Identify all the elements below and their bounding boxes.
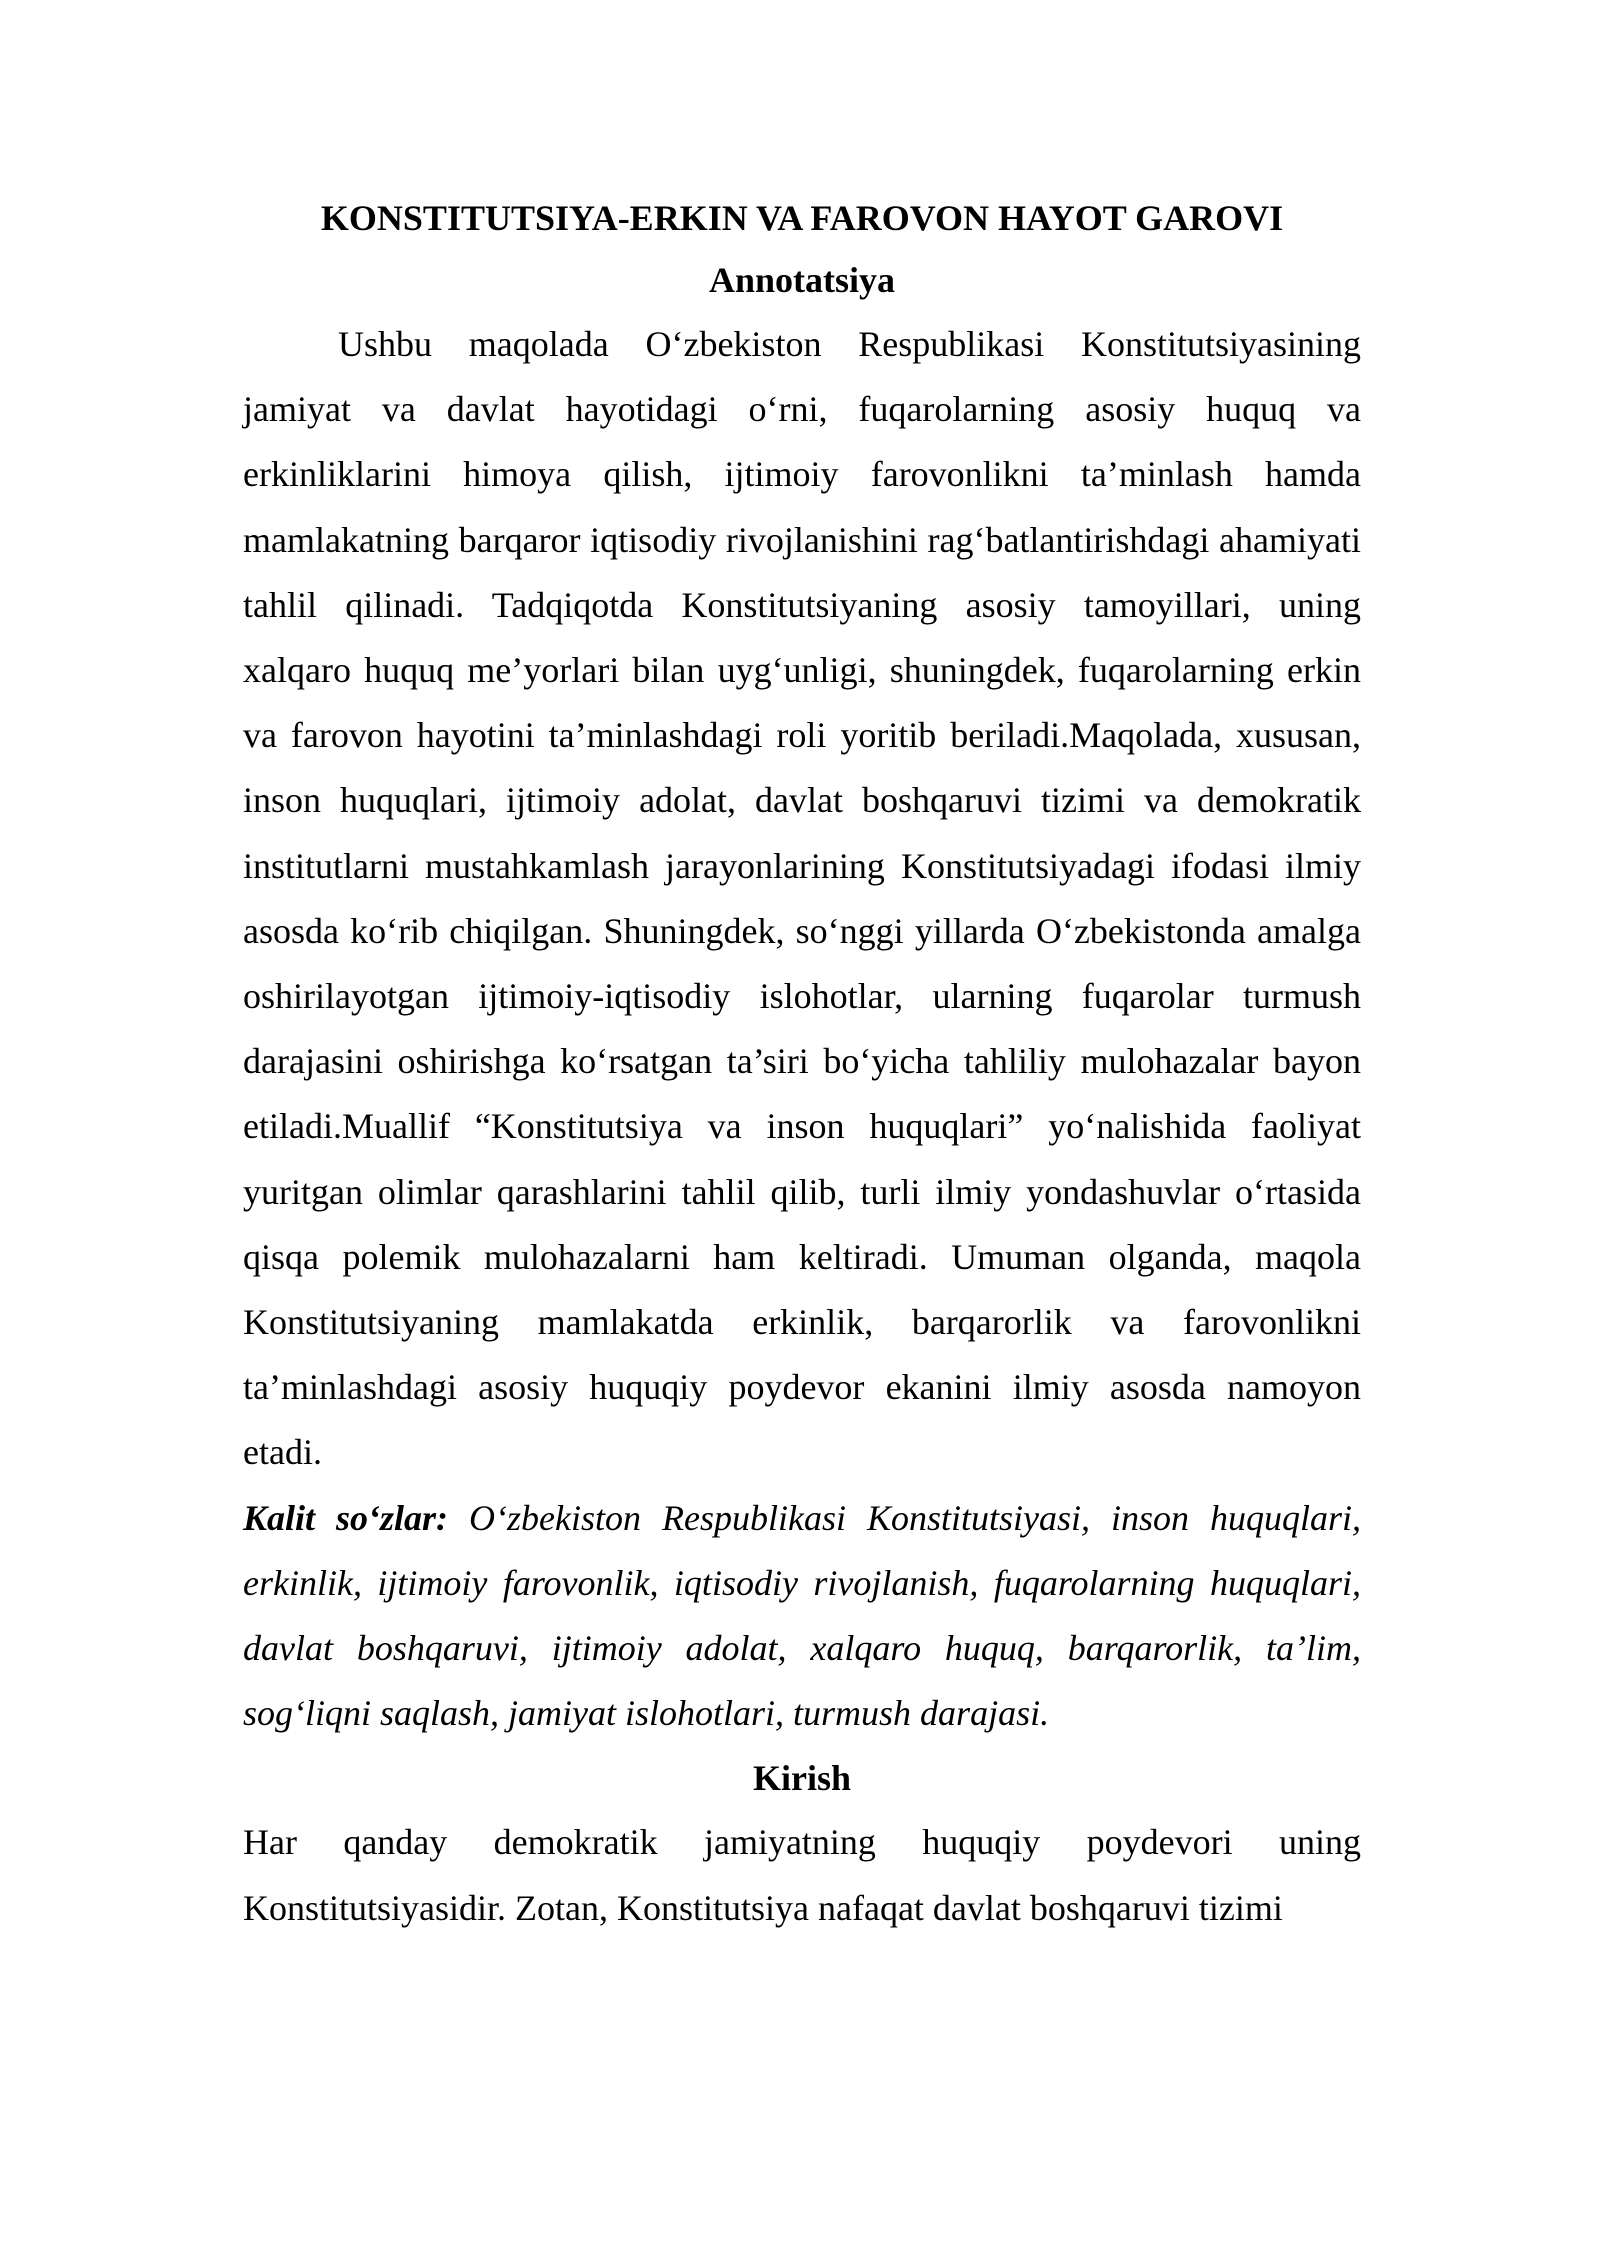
intro-paragraph: Har qanday demokratik jamiyatning huquqiy poydevori uning Konstitutsiyasidir. Zotan, Konstitutsiya nafaqat davlat boshqaruvi tizimi bbox=[243, 1822, 1361, 1928]
abstract-heading: Annotatsiya bbox=[708, 260, 896, 300]
document-body bbox=[243, 188, 1361, 1941]
abstract-paragraph: Ushbu maqolada O‘zbekiston Respublikasi Konstitutsiyasining jamiyat va davlat hayotidagi o‘rni, fuqarolarning asosiy huquq va erkinliklarini himoya qilish, ijtimoiy farovonlikni ta’minlash hamda mamlakatning barqaror iqtisodiy rivojlanishini rag‘batlantirishdagi ahamiyati tahlil qilinadi. Tadqiqotda Konstitutsiyaning asosiy tamoyillari, uning xalqaro huquq me’yorlari bilan uyg‘unligi, shuningdek, fuqarolarning erkin va farovon hayotini ta’minlashdagi roli yoritib beriladi.Maqolada, xususan, inson huquqlari, ijtimoiy adolat, davlat boshqaruvi tizimi va demokratik institutlarni mustahkamlash jarayonlarining Konstitutsiyadagi ifodasi ilmiy asosda ko‘rib chiqilgan. Shuningdek, so‘nggi yillarda O‘zbekistonda amalga oshirilayotgan ijtimoiy-iqtisodiy islohotlar, ularning fuqarolar turmush darajasini oshirishga ko‘rsatgan ta’siri bo‘yicha tahliliy mulohazalar bayon etiladi.Muallif “Konstitutsiya va inson huquqlari” yo‘nalishida faoliyat yuritgan olimlar qarashlarini tahlil qilib, turli ilmiy yondashuvlar o‘rtasida qisqa polemik mulohazalarni ham keltiradi. Umuman olganda, maqola Konstitutsiyaning mamlakatda erkinlik, barqarorlik va farovonlikni ta’minlashdagi asosiy huquqiy poydevor ekanini ilmiy asosda namoyon etadi. bbox=[243, 324, 1361, 1473]
keywords-list: O‘zbekiston Respublikasi Konstitutsiyasi, inson huquqlari, erkinlik, ijtimoiy farovonlik, iqtisodiy rivojlanish, fuqarolarning huquqlari, davlat boshqaruvi, ijtimoiy adolat, xalqaro huquq, barqarorlik, ta’lim, sog‘liqni saqlash, jamiyat islohotlari, turmush darajasi. bbox=[243, 1497, 1362, 1734]
keywords-label: Kalit so‘zlar: bbox=[243, 1497, 449, 1538]
intro-heading: Kirish bbox=[752, 1758, 851, 1799]
document-title: KONSTITUTSIYA-ERKIN VA FAROVON HAYOT GAROVI bbox=[320, 198, 1284, 238]
keywords-paragraph bbox=[243, 1486, 1361, 1747]
